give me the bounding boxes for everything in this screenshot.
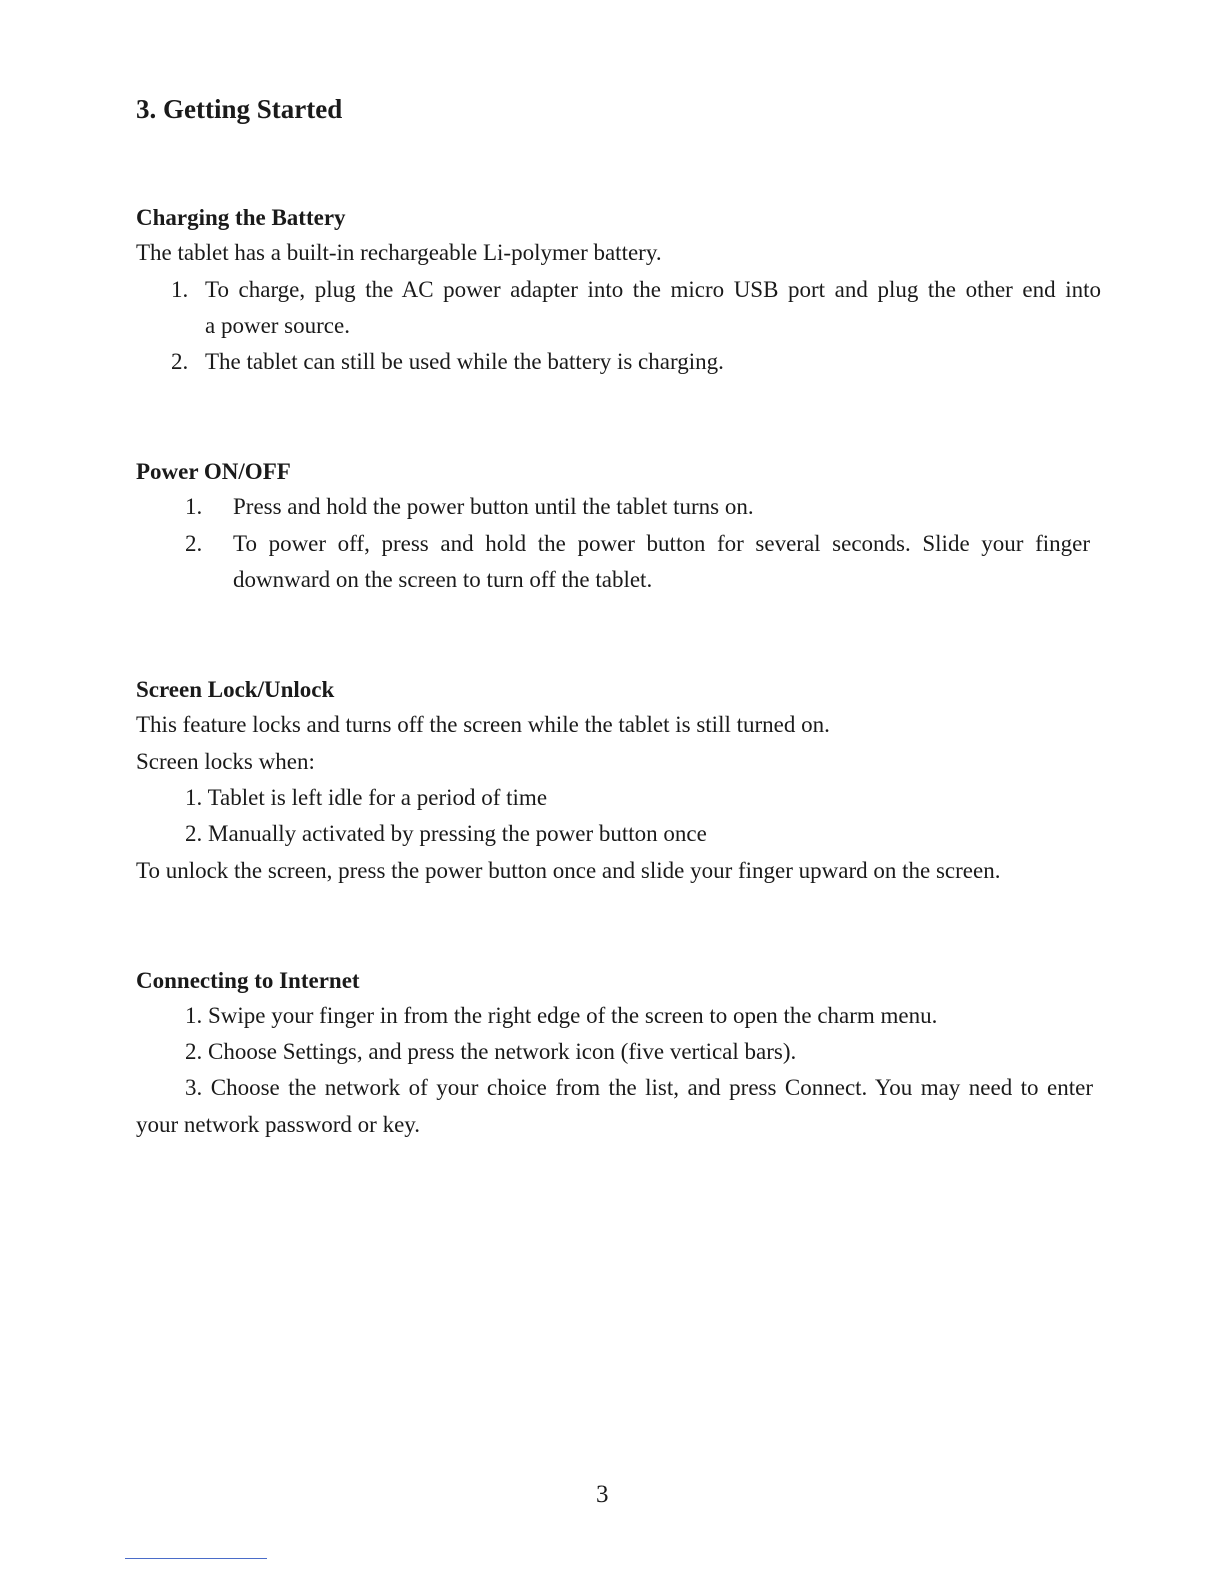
section-heading-lock: Screen Lock/Unlock (136, 677, 335, 702)
section-heading-power: Power ON/OFF (136, 459, 291, 484)
power-item-2-number: 2. (185, 531, 203, 556)
battery-item-1-number: 1. (171, 277, 189, 302)
section-heading-battery: Charging the Battery (136, 205, 346, 230)
internet-item-2: 2. Choose Settings, and press the network icon (five vertical bars). (185, 1039, 797, 1064)
battery-item-2-number: 2. (171, 349, 189, 374)
lock-outro: To unlock the screen, press the power button once and slide your finger upward on the screen. (136, 858, 1001, 883)
power-item-2-line1: To power off, press and hold the power button for several seconds. Slide your finger (233, 531, 1090, 556)
section-heading-internet: Connecting to Internet (136, 968, 360, 993)
lock-intro-2: Screen locks when: (136, 749, 315, 774)
page-number: 3 (596, 1481, 609, 1508)
page-title: 3. Getting Started (136, 94, 343, 124)
battery-item-1-line1: To charge, plug the AC power adapter into the micro USB port and plug the other end into (205, 277, 1101, 302)
power-item-1-number: 1. (185, 494, 203, 519)
battery-item-2-line1: The tablet can still be used while the battery is charging. (205, 349, 724, 374)
battery-intro: The tablet has a built-in rechargeable Li-polymer battery. (136, 240, 662, 265)
lock-item-1: 1. Tablet is left idle for a period of time (185, 785, 548, 810)
lock-intro: This feature locks and turns off the screen while the tablet is still turned on. (136, 712, 830, 737)
footer-rule (125, 1558, 267, 1559)
internet-item-3: 3. Choose the network of your choice from the list, and press Connect. You may need to enter (185, 1075, 1093, 1100)
lock-item-2: 2. Manually activated by pressing the power button once (185, 821, 707, 846)
internet-item-3-continuation: your network password or key. (136, 1112, 421, 1137)
internet-item-1: 1. Swipe your finger in from the right edge of the screen to open the charm menu. (185, 1003, 938, 1028)
battery-item-1-line2: a power source. (205, 313, 350, 338)
power-item-2-line2: downward on the screen to turn off the tablet. (233, 567, 653, 592)
power-item-1-line1: Press and hold the power button until the tablet turns on. (233, 494, 754, 519)
